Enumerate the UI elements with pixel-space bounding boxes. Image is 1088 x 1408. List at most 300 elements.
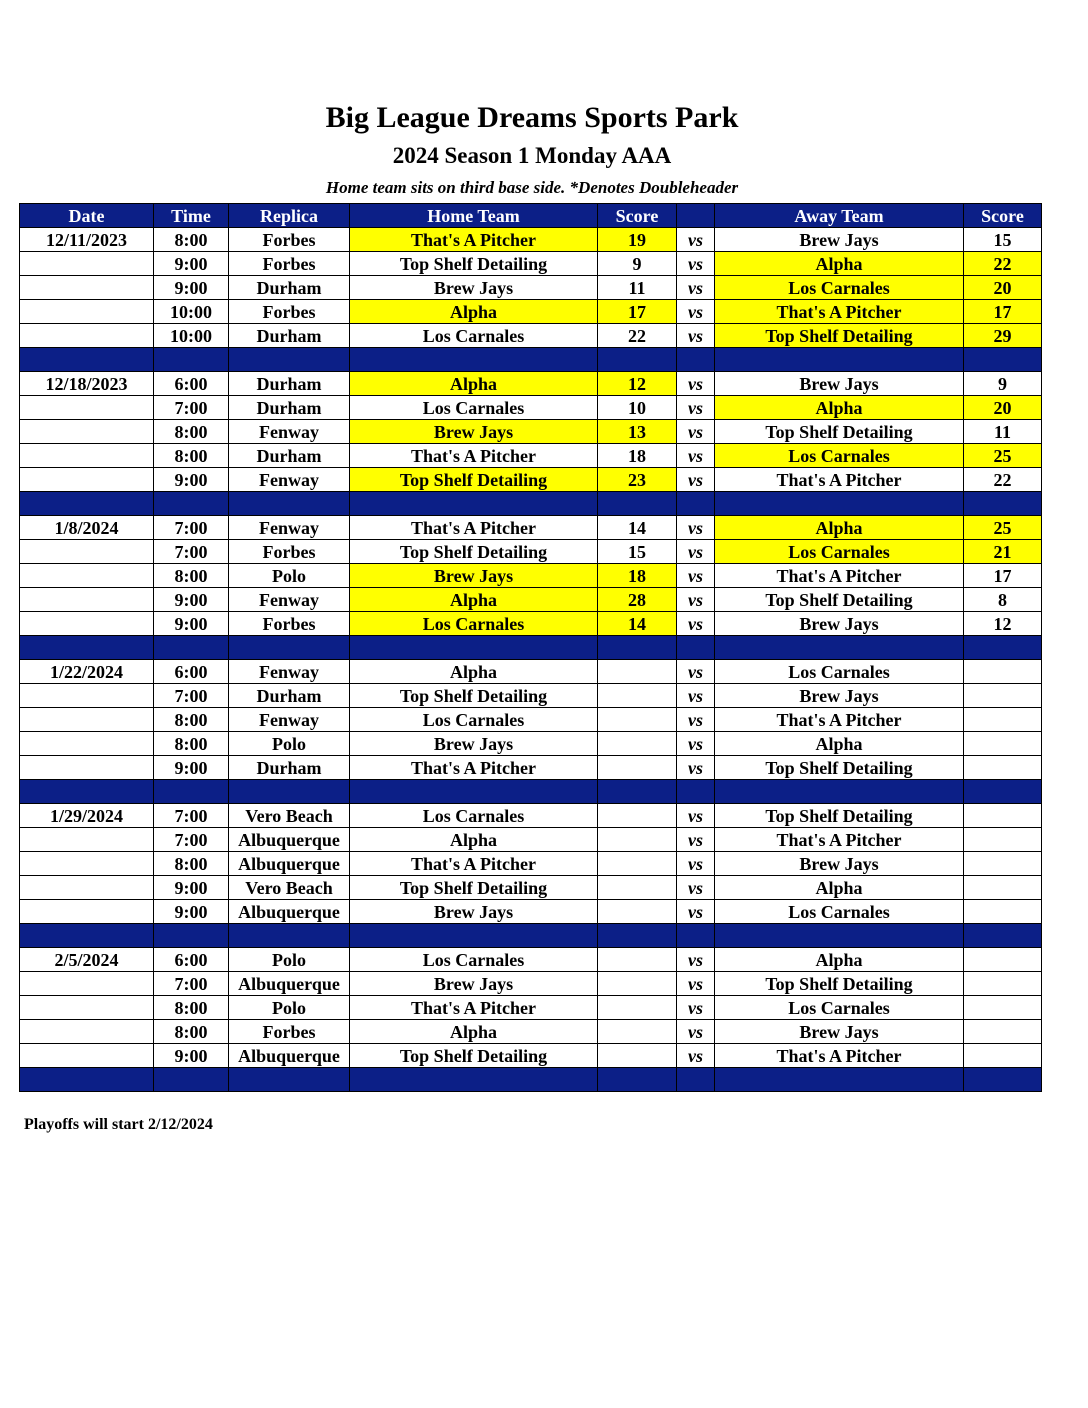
schedule-body	[20, 228, 1042, 1092]
date-cell: 12/11/2023	[20, 228, 154, 252]
date-cell	[20, 708, 154, 732]
time-cell: 8:00	[154, 852, 229, 876]
away-score-cell	[964, 684, 1042, 708]
table-row	[20, 1020, 1042, 1044]
week-separator-row	[20, 348, 1042, 372]
column-header-date: Date	[20, 204, 154, 228]
away-team-cell: Los Carnales	[715, 996, 964, 1020]
separator-cell	[229, 780, 350, 804]
time-cell: 9:00	[154, 612, 229, 636]
table-header-row	[20, 204, 1042, 228]
date-cell: 2/5/2024	[20, 948, 154, 972]
vs-cell: vs	[677, 564, 715, 588]
separator-cell	[677, 492, 715, 516]
replica-cell: Forbes	[229, 228, 350, 252]
home-team-cell: Top Shelf Detailing	[350, 468, 598, 492]
table-row	[20, 708, 1042, 732]
table-row	[20, 684, 1042, 708]
date-cell	[20, 276, 154, 300]
table-row	[20, 804, 1042, 828]
separator-cell	[964, 492, 1042, 516]
home-score-cell	[598, 828, 677, 852]
away-score-cell	[964, 972, 1042, 996]
table-row	[20, 876, 1042, 900]
home-team-cell: Alpha	[350, 828, 598, 852]
separator-cell	[677, 924, 715, 948]
date-cell	[20, 612, 154, 636]
home-team-cell: Brew Jays	[350, 732, 598, 756]
separator-cell	[229, 348, 350, 372]
table-row	[20, 564, 1042, 588]
separator-cell	[20, 636, 154, 660]
table-row	[20, 228, 1042, 252]
home-team-cell: Top Shelf Detailing	[350, 876, 598, 900]
separator-cell	[677, 780, 715, 804]
away-score-cell	[964, 756, 1042, 780]
replica-cell: Fenway	[229, 420, 350, 444]
table-row	[20, 756, 1042, 780]
separator-cell	[715, 492, 964, 516]
table-row	[20, 900, 1042, 924]
away-team-cell: That's A Pitcher	[715, 708, 964, 732]
date-cell	[20, 540, 154, 564]
away-team-cell: Brew Jays	[715, 684, 964, 708]
date-cell	[20, 876, 154, 900]
table-row	[20, 948, 1042, 972]
table-row	[20, 972, 1042, 996]
home-score-cell	[598, 732, 677, 756]
column-header-time: Time	[154, 204, 229, 228]
separator-cell	[598, 1068, 677, 1092]
away-team-cell: Los Carnales	[715, 540, 964, 564]
home-team-cell: That's A Pitcher	[350, 516, 598, 540]
separator-cell	[715, 348, 964, 372]
separator-cell	[350, 636, 598, 660]
replica-cell: Forbes	[229, 612, 350, 636]
away-score-cell: 25	[964, 444, 1042, 468]
time-cell: 7:00	[154, 972, 229, 996]
week-separator-row	[20, 780, 1042, 804]
time-cell: 9:00	[154, 252, 229, 276]
away-score-cell	[964, 804, 1042, 828]
home-score-cell: 13	[598, 420, 677, 444]
home-score-cell	[598, 660, 677, 684]
home-team-cell: That's A Pitcher	[350, 444, 598, 468]
separator-cell	[154, 780, 229, 804]
vs-cell: vs	[677, 660, 715, 684]
separator-cell	[598, 924, 677, 948]
replica-cell: Durham	[229, 396, 350, 420]
away-team-cell: Brew Jays	[715, 852, 964, 876]
column-header-home-score: Score	[598, 204, 677, 228]
vs-cell: vs	[677, 900, 715, 924]
away-team-cell: That's A Pitcher	[715, 1044, 964, 1068]
date-cell	[20, 444, 154, 468]
replica-cell: Polo	[229, 564, 350, 588]
replica-cell: Albuquerque	[229, 900, 350, 924]
separator-cell	[20, 492, 154, 516]
replica-cell: Durham	[229, 444, 350, 468]
home-score-cell	[598, 1044, 677, 1068]
away-team-cell: Los Carnales	[715, 444, 964, 468]
time-cell: 10:00	[154, 324, 229, 348]
away-score-cell: 20	[964, 396, 1042, 420]
replica-cell: Durham	[229, 684, 350, 708]
home-score-cell	[598, 708, 677, 732]
vs-cell: vs	[677, 804, 715, 828]
home-team-cell: Brew Jays	[350, 900, 598, 924]
replica-cell: Durham	[229, 324, 350, 348]
table-row	[20, 324, 1042, 348]
away-team-cell: Brew Jays	[715, 612, 964, 636]
replica-cell: Albuquerque	[229, 852, 350, 876]
home-team-cell: That's A Pitcher	[350, 852, 598, 876]
schedule-note: Home team sits on third base side. *Denotes Doubleheader	[325, 178, 739, 197]
vs-cell: vs	[677, 612, 715, 636]
home-team-cell: Alpha	[350, 660, 598, 684]
home-team-cell: That's A Pitcher	[350, 756, 598, 780]
vs-cell: vs	[677, 420, 715, 444]
replica-cell: Albuquerque	[229, 972, 350, 996]
week-separator-row	[20, 636, 1042, 660]
date-cell	[20, 396, 154, 420]
vs-cell: vs	[677, 852, 715, 876]
date-cell	[20, 468, 154, 492]
vs-cell: vs	[677, 540, 715, 564]
home-team-cell: Top Shelf Detailing	[350, 1044, 598, 1068]
away-score-cell	[964, 852, 1042, 876]
home-team-cell: Los Carnales	[350, 396, 598, 420]
away-score-cell: 21	[964, 540, 1042, 564]
time-cell: 9:00	[154, 900, 229, 924]
time-cell: 9:00	[154, 876, 229, 900]
home-team-cell: Los Carnales	[350, 324, 598, 348]
separator-cell	[677, 1068, 715, 1092]
away-team-cell: Alpha	[715, 516, 964, 540]
replica-cell: Fenway	[229, 588, 350, 612]
date-cell	[20, 1020, 154, 1044]
table-row	[20, 396, 1042, 420]
week-separator-row	[20, 492, 1042, 516]
time-cell: 9:00	[154, 588, 229, 612]
time-cell: 6:00	[154, 948, 229, 972]
home-score-cell	[598, 1020, 677, 1044]
away-team-cell: Alpha	[715, 396, 964, 420]
separator-cell	[229, 924, 350, 948]
away-team-cell: Top Shelf Detailing	[715, 324, 964, 348]
away-team-cell: Brew Jays	[715, 1020, 964, 1044]
table-row	[20, 588, 1042, 612]
column-header-replica: Replica	[229, 204, 350, 228]
vs-cell: vs	[677, 684, 715, 708]
replica-cell: Polo	[229, 948, 350, 972]
away-score-cell	[964, 876, 1042, 900]
separator-cell	[964, 780, 1042, 804]
away-score-cell	[964, 708, 1042, 732]
time-cell: 8:00	[154, 996, 229, 1020]
vs-cell: vs	[677, 252, 715, 276]
away-score-cell	[964, 948, 1042, 972]
vs-cell: vs	[677, 996, 715, 1020]
time-cell: 7:00	[154, 396, 229, 420]
time-cell: 7:00	[154, 516, 229, 540]
table-row	[20, 540, 1042, 564]
table-row	[20, 516, 1042, 540]
date-cell	[20, 900, 154, 924]
separator-cell	[715, 924, 964, 948]
home-team-cell: Los Carnales	[350, 804, 598, 828]
date-cell	[20, 324, 154, 348]
time-cell: 8:00	[154, 732, 229, 756]
away-score-cell	[964, 996, 1042, 1020]
home-team-cell: Los Carnales	[350, 708, 598, 732]
away-score-cell: 11	[964, 420, 1042, 444]
home-team-cell: That's A Pitcher	[350, 996, 598, 1020]
home-score-cell	[598, 756, 677, 780]
time-cell: 7:00	[154, 540, 229, 564]
away-score-cell	[964, 1044, 1042, 1068]
table-row	[20, 660, 1042, 684]
home-team-cell: Alpha	[350, 300, 598, 324]
column-header-vs	[677, 204, 715, 228]
separator-cell	[154, 492, 229, 516]
away-team-cell: Alpha	[715, 252, 964, 276]
table-row	[20, 444, 1042, 468]
vs-cell: vs	[677, 828, 715, 852]
table-row	[20, 468, 1042, 492]
separator-cell	[598, 492, 677, 516]
table-row	[20, 852, 1042, 876]
vs-cell: vs	[677, 948, 715, 972]
separator-cell	[964, 1068, 1042, 1092]
table-row	[20, 300, 1042, 324]
replica-cell: Forbes	[229, 540, 350, 564]
away-team-cell: Alpha	[715, 732, 964, 756]
home-score-cell: 19	[598, 228, 677, 252]
separator-cell	[715, 780, 964, 804]
home-score-cell: 28	[598, 588, 677, 612]
away-score-cell: 25	[964, 516, 1042, 540]
home-score-cell: 15	[598, 540, 677, 564]
time-cell: 8:00	[154, 708, 229, 732]
vs-cell: vs	[677, 300, 715, 324]
time-cell: 6:00	[154, 372, 229, 396]
vs-cell: vs	[677, 708, 715, 732]
separator-cell	[964, 924, 1042, 948]
away-score-cell	[964, 660, 1042, 684]
home-score-cell	[598, 684, 677, 708]
separator-cell	[154, 1068, 229, 1092]
home-score-cell: 18	[598, 564, 677, 588]
home-score-cell: 12	[598, 372, 677, 396]
column-header-home-team: Home Team	[350, 204, 598, 228]
time-cell: 8:00	[154, 1020, 229, 1044]
time-cell: 8:00	[154, 228, 229, 252]
page-title: Big League Dreams Sports Park	[325, 101, 739, 134]
home-score-cell: 17	[598, 300, 677, 324]
separator-cell	[350, 348, 598, 372]
away-score-cell	[964, 828, 1042, 852]
home-score-cell: 9	[598, 252, 677, 276]
away-score-cell: 9	[964, 372, 1042, 396]
date-cell	[20, 684, 154, 708]
home-team-cell: Alpha	[350, 588, 598, 612]
home-score-cell	[598, 948, 677, 972]
separator-cell	[20, 780, 154, 804]
date-cell	[20, 828, 154, 852]
separator-cell	[715, 636, 964, 660]
replica-cell: Durham	[229, 276, 350, 300]
home-team-cell: Los Carnales	[350, 612, 598, 636]
home-team-cell: That's A Pitcher	[350, 228, 598, 252]
away-team-cell: That's A Pitcher	[715, 468, 964, 492]
separator-cell	[20, 1068, 154, 1092]
vs-cell: vs	[677, 876, 715, 900]
away-score-cell: 15	[964, 228, 1042, 252]
replica-cell: Forbes	[229, 300, 350, 324]
separator-cell	[229, 492, 350, 516]
home-score-cell: 14	[598, 516, 677, 540]
away-team-cell: Brew Jays	[715, 372, 964, 396]
date-cell	[20, 732, 154, 756]
separator-cell	[964, 636, 1042, 660]
home-score-cell	[598, 804, 677, 828]
separator-cell	[154, 348, 229, 372]
date-cell	[20, 852, 154, 876]
table-row	[20, 1044, 1042, 1068]
replica-cell: Fenway	[229, 516, 350, 540]
vs-cell: vs	[677, 1044, 715, 1068]
date-cell: 12/18/2023	[20, 372, 154, 396]
home-team-cell: Brew Jays	[350, 420, 598, 444]
time-cell: 7:00	[154, 684, 229, 708]
time-cell: 10:00	[154, 300, 229, 324]
replica-cell: Durham	[229, 372, 350, 396]
separator-cell	[350, 780, 598, 804]
vs-cell: vs	[677, 324, 715, 348]
vs-cell: vs	[677, 372, 715, 396]
home-score-cell	[598, 852, 677, 876]
vs-cell: vs	[677, 972, 715, 996]
replica-cell: Vero Beach	[229, 804, 350, 828]
home-score-cell: 14	[598, 612, 677, 636]
schedule-table	[19, 203, 1042, 1092]
replica-cell: Polo	[229, 996, 350, 1020]
date-cell	[20, 300, 154, 324]
vs-cell: vs	[677, 732, 715, 756]
away-score-cell: 20	[964, 276, 1042, 300]
time-cell: 9:00	[154, 276, 229, 300]
replica-cell: Albuquerque	[229, 1044, 350, 1068]
table-row	[20, 612, 1042, 636]
replica-cell: Fenway	[229, 468, 350, 492]
column-header-away-score: Score	[964, 204, 1042, 228]
home-score-cell: 22	[598, 324, 677, 348]
separator-cell	[598, 636, 677, 660]
away-team-cell: Top Shelf Detailing	[715, 972, 964, 996]
table-row	[20, 372, 1042, 396]
vs-cell: vs	[677, 228, 715, 252]
time-cell: 9:00	[154, 1044, 229, 1068]
home-score-cell	[598, 996, 677, 1020]
home-score-cell	[598, 900, 677, 924]
vs-cell: vs	[677, 588, 715, 612]
vs-cell: vs	[677, 468, 715, 492]
separator-cell	[20, 924, 154, 948]
separator-cell	[20, 348, 154, 372]
home-team-cell: Brew Jays	[350, 564, 598, 588]
home-score-cell: 23	[598, 468, 677, 492]
playoffs-note: Playoffs will start 2/12/2024	[24, 1116, 213, 1133]
separator-cell	[677, 348, 715, 372]
separator-cell	[154, 924, 229, 948]
away-team-cell: Top Shelf Detailing	[715, 804, 964, 828]
separator-cell	[598, 780, 677, 804]
vs-cell: vs	[677, 444, 715, 468]
away-team-cell: Top Shelf Detailing	[715, 420, 964, 444]
vs-cell: vs	[677, 516, 715, 540]
replica-cell: Vero Beach	[229, 876, 350, 900]
vs-cell: vs	[677, 756, 715, 780]
date-cell: 1/8/2024	[20, 516, 154, 540]
column-header-away-team: Away Team	[715, 204, 964, 228]
separator-cell	[350, 924, 598, 948]
home-team-cell: Brew Jays	[350, 276, 598, 300]
away-score-cell: 17	[964, 564, 1042, 588]
time-cell: 9:00	[154, 468, 229, 492]
away-team-cell: That's A Pitcher	[715, 300, 964, 324]
date-cell	[20, 756, 154, 780]
date-cell	[20, 420, 154, 444]
separator-cell	[350, 1068, 598, 1092]
table-row	[20, 276, 1042, 300]
away-score-cell	[964, 900, 1042, 924]
time-cell: 7:00	[154, 804, 229, 828]
separator-cell	[598, 348, 677, 372]
away-team-cell: That's A Pitcher	[715, 564, 964, 588]
away-score-cell: 29	[964, 324, 1042, 348]
separator-cell	[964, 348, 1042, 372]
replica-cell: Albuquerque	[229, 828, 350, 852]
separator-cell	[229, 1068, 350, 1092]
away-team-cell: Alpha	[715, 948, 964, 972]
away-score-cell: 22	[964, 252, 1042, 276]
week-separator-row	[20, 1068, 1042, 1092]
separator-cell	[229, 636, 350, 660]
table-row	[20, 828, 1042, 852]
away-team-cell: Los Carnales	[715, 900, 964, 924]
time-cell: 6:00	[154, 660, 229, 684]
time-cell: 8:00	[154, 564, 229, 588]
home-score-cell: 10	[598, 396, 677, 420]
week-separator-row	[20, 924, 1042, 948]
replica-cell: Fenway	[229, 708, 350, 732]
separator-cell	[715, 1068, 964, 1092]
home-team-cell: Los Carnales	[350, 948, 598, 972]
home-team-cell: Top Shelf Detailing	[350, 252, 598, 276]
replica-cell: Fenway	[229, 660, 350, 684]
date-cell	[20, 972, 154, 996]
vs-cell: vs	[677, 1020, 715, 1044]
replica-cell: Forbes	[229, 1020, 350, 1044]
date-cell: 1/22/2024	[20, 660, 154, 684]
away-team-cell: Brew Jays	[715, 228, 964, 252]
time-cell: 8:00	[154, 444, 229, 468]
time-cell: 7:00	[154, 828, 229, 852]
away-team-cell: That's A Pitcher	[715, 828, 964, 852]
date-cell	[20, 252, 154, 276]
home-team-cell: Top Shelf Detailing	[350, 684, 598, 708]
